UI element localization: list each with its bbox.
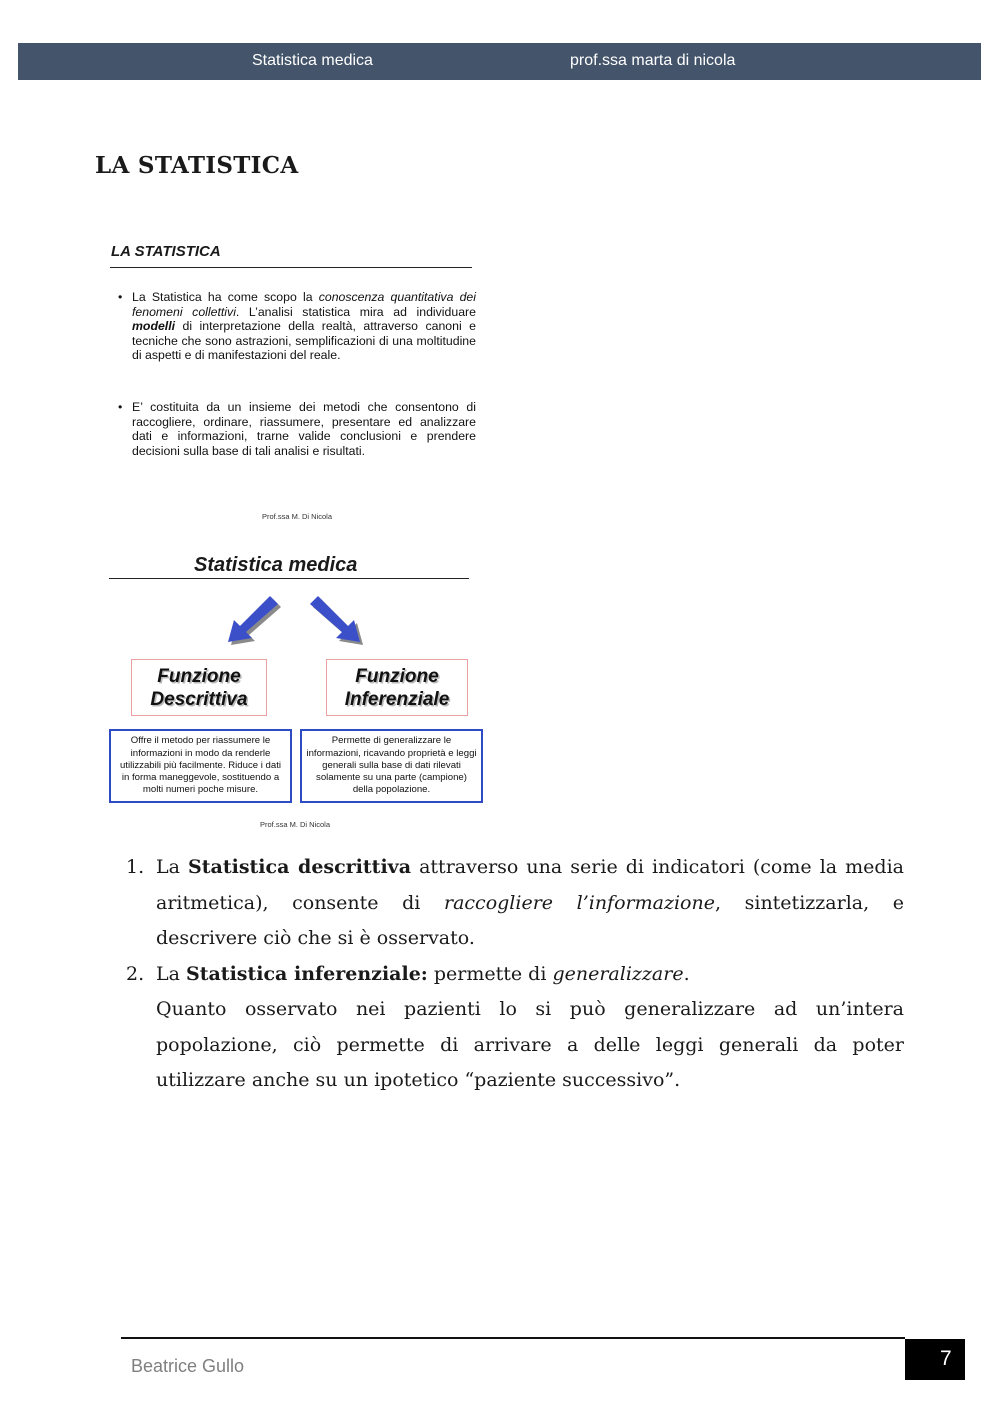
footer-author: Beatrice Gullo bbox=[131, 1356, 245, 1376]
list-text: La Statistica descrittiva attraverso una serie di indicatori (come la media aritmetica), consente di raccogliere l’informazione, sintetizzarla, e descrivere ciò che si è osservato. bbox=[156, 856, 904, 949]
section-title: LA STATISTICA bbox=[95, 152, 299, 179]
slide-title-rule bbox=[109, 578, 469, 579]
funzione-inferenziale-box: Funzione Inferenziale bbox=[326, 659, 468, 716]
slide-credit: Prof.ssa M. Di Nicola bbox=[262, 512, 333, 521]
arrow-down-left-icon bbox=[222, 592, 284, 648]
list-item bbox=[126, 957, 904, 1099]
list-number: 1. bbox=[126, 856, 145, 878]
slide-title: LA STATISTICA bbox=[111, 243, 221, 260]
list-number: 2. bbox=[126, 962, 145, 985]
page-header bbox=[18, 43, 981, 80]
content-list bbox=[126, 850, 904, 1099]
bullet-text: La Statistica ha come scopo la conoscenza quantitativa dei fenomeni collettivi. L’analisi statistica mira ad individuare modelli di interpretazione della realtà, attraverso canoni e tecniche che sono astrazioni, semplificazioni di una moltitudine di aspetti e di manifestazioni del reale. bbox=[132, 290, 476, 363]
header-professor: prof.ssa marta di nicola bbox=[570, 52, 736, 69]
list-text: La Statistica inferenziale: permette di generalizzare. bbox=[156, 962, 690, 985]
slide-title: Statistica medica bbox=[194, 554, 358, 576]
slide-la-statistica bbox=[108, 236, 483, 526]
slide-bullet bbox=[118, 400, 476, 458]
header-course-title: Statistica medica bbox=[252, 52, 373, 69]
arrow-down-right-icon bbox=[304, 592, 366, 648]
slide-credit: Prof.ssa M. Di Nicola bbox=[260, 820, 331, 829]
bullet-dot: • bbox=[118, 290, 123, 304]
funzione-descrittiva-box: Funzione Descrittiva bbox=[131, 659, 267, 716]
inferenziale-description: Permette di generalizzare le informazioni, ricavando proprietà e leggi generali sulla base di dati rilevati solamente su una parte (campione) della popolazione. bbox=[300, 729, 483, 803]
list-item bbox=[126, 850, 904, 957]
page-number: 7 bbox=[905, 1339, 965, 1380]
slide-title-rule bbox=[110, 267, 472, 268]
descrittiva-description: Offre il metodo per riassumere le informazioni in modo da renderle utilizzabili più facilmente. Riduce i dati in forma maneggevole, sostituendo a molti numeri poche misure. bbox=[109, 729, 292, 803]
list-paragraph: Quanto osservato nei pazienti lo si può generalizzare ad un’intera popolazione, ciò permette di arrivare a delle leggi generali da poter utilizzare anche su un ipotetico “paziente successivo”. bbox=[156, 998, 904, 1091]
bullet-text: E’ costituita da un insieme dei metodi che consentono di raccogliere, ordinare, riassumere, presentare ed analizzare dati e informazioni, trarne valide conclusioni e prendere decisioni sulla base di tali analisi e risultati. bbox=[132, 400, 476, 458]
slide-statistica-medica bbox=[108, 548, 488, 833]
bullet-dot: • bbox=[118, 400, 123, 414]
slide-bullet bbox=[118, 290, 476, 363]
footer-rule bbox=[121, 1337, 905, 1339]
